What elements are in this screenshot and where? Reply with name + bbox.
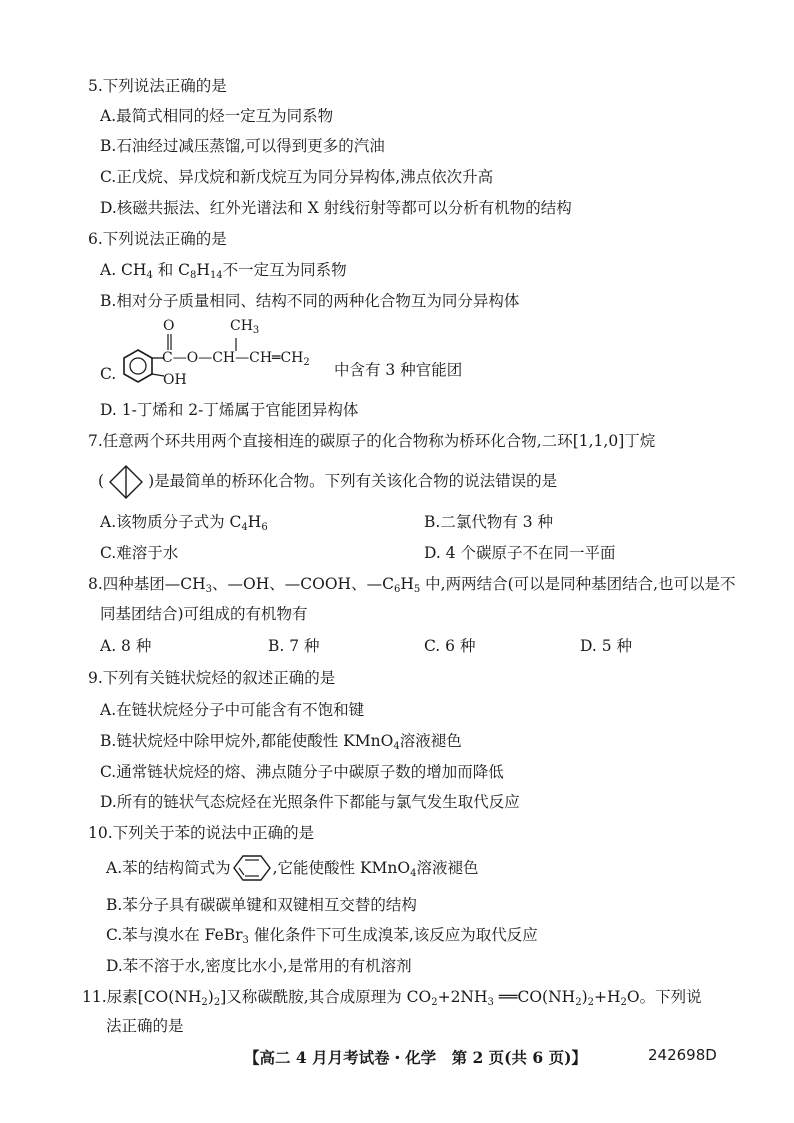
q8-stem-line1: 8.四种基团$—CH_3$、—OH、—COOH、$—C_6H_5$ 中,两两结合(可以是同种基团结合,也可以是不 [88,575,736,595]
q5-stem: 5.下列说法正确的是 [88,77,227,95]
q6-option-a: A. $CH_4$ 和 $C_8H_{14}$不一定互为同系物 [100,261,347,281]
q5-option-b: B.石油经过减压蒸馏,可以得到更多的汽油 [100,137,385,155]
q8-option-c: C. 6 种 [424,637,476,655]
q11-stem-line1: 11.尿素$[CO(NH_2)_2]$又称碳酰胺,其合成原理为 $CO_2+2NH_3$ $══CO(NH_2)_2+H_2O$。下列说 [82,988,702,1008]
q10-option-a: A.苯的结构简式为 ,它能使酸性 KMnO$_4$溶液褪色 [106,858,479,884]
q6-option-c-text: 中含有 3 种官能团 [334,361,463,379]
q10-option-d: D.苯不溶于水,密度比水小,是常用的有机溶剂 [106,957,412,975]
q9-stem: 9.下列有关链状烷烃的叙述正确的是 [88,669,336,687]
q10-option-b: B.苯分子具有碳碳单键和双键相互交替的结构 [106,896,417,914]
methyl-group: $CH_3$ [230,318,260,336]
q9-option-a: A.在链状烷烃分子中可能含有不饱和键 [100,701,365,719]
q5-option-a: A.最简式相同的烃一定互为同系物 [100,107,334,125]
q7-stem-line1: 7.任意两个环共用两个直接相连的碳原子的化合物称为桥环化合物,二环[1,1,0]丁烷 [88,432,656,450]
carbonyl-oxygen: O [163,318,175,334]
hydroxyl-group: OH [163,372,187,388]
q7-option-d: D. 4 个碳原子不在同一平面 [424,544,616,562]
ester-chain: $C—O—CH—CH═CH_2$ [162,350,310,368]
q10-stem: 10.下列关于苯的说法中正确的是 [88,824,315,842]
q6-option-c-label: C. [100,365,117,383]
q5-option-d: D.核磁共振法、红外光谱法和 X 射线衍射等都可以分析有机物的结构 [100,199,572,217]
bicyclobutane-icon [104,472,148,492]
q9-option-c: C.通常链状烷烃的熔、沸点随分子中碳原子数的增加而降低 [100,763,504,781]
ester-molecule [116,320,336,392]
q8-option-a: A. 8 种 [100,637,152,655]
q9-option-b: B.链状烷烃中除甲烷外,都能使酸性 KMnO$_4$溶液褪色 [100,732,462,752]
q6-option-b: B.相对分子质量相同、结构不同的两种化合物互为同分异构体 [100,292,520,310]
q7-stem-line2: ( )是最简单的桥环化合物。下列有关该化合物的说法错误的是 [98,471,557,492]
page-footer: 【高二 4 月月考试卷・化学 第 2 页(共 6 页)】 [244,1048,587,1067]
q8-option-b: B. 7 种 [268,637,320,655]
q5-option-c: C.正戊烷、异戊烷和新戊烷互为同分异构体,沸点依次升高 [100,168,494,186]
q7-option-b: B.二氯代物有 3 种 [424,513,554,531]
q11-stem-line2: 法正确的是 [106,1017,184,1035]
q9-option-d: D.所有的链状气态烷烃在光照条件下都能与氯气发生取代反应 [100,793,520,811]
q7-option-a: A.该物质分子式为 $C_4H_6$ [100,513,268,533]
kekule-benzene-icon [231,859,273,879]
q7-option-c: C.难溶于水 [100,544,179,562]
paper-code: 242698D [648,1046,717,1064]
q6-stem: 6.下列说法正确的是 [88,230,227,248]
q8-stem-line2: 同基团结合)可组成的有机物有 [100,605,308,623]
q8-option-d: D. 5 种 [580,637,633,655]
q6-option-d: D. 1-丁烯和 2-丁烯属于官能团异构体 [100,401,359,419]
q10-option-c: C.苯与溴水在 FeBr$_3$ 催化条件下可生成溴苯,该反应为取代反应 [106,926,538,946]
